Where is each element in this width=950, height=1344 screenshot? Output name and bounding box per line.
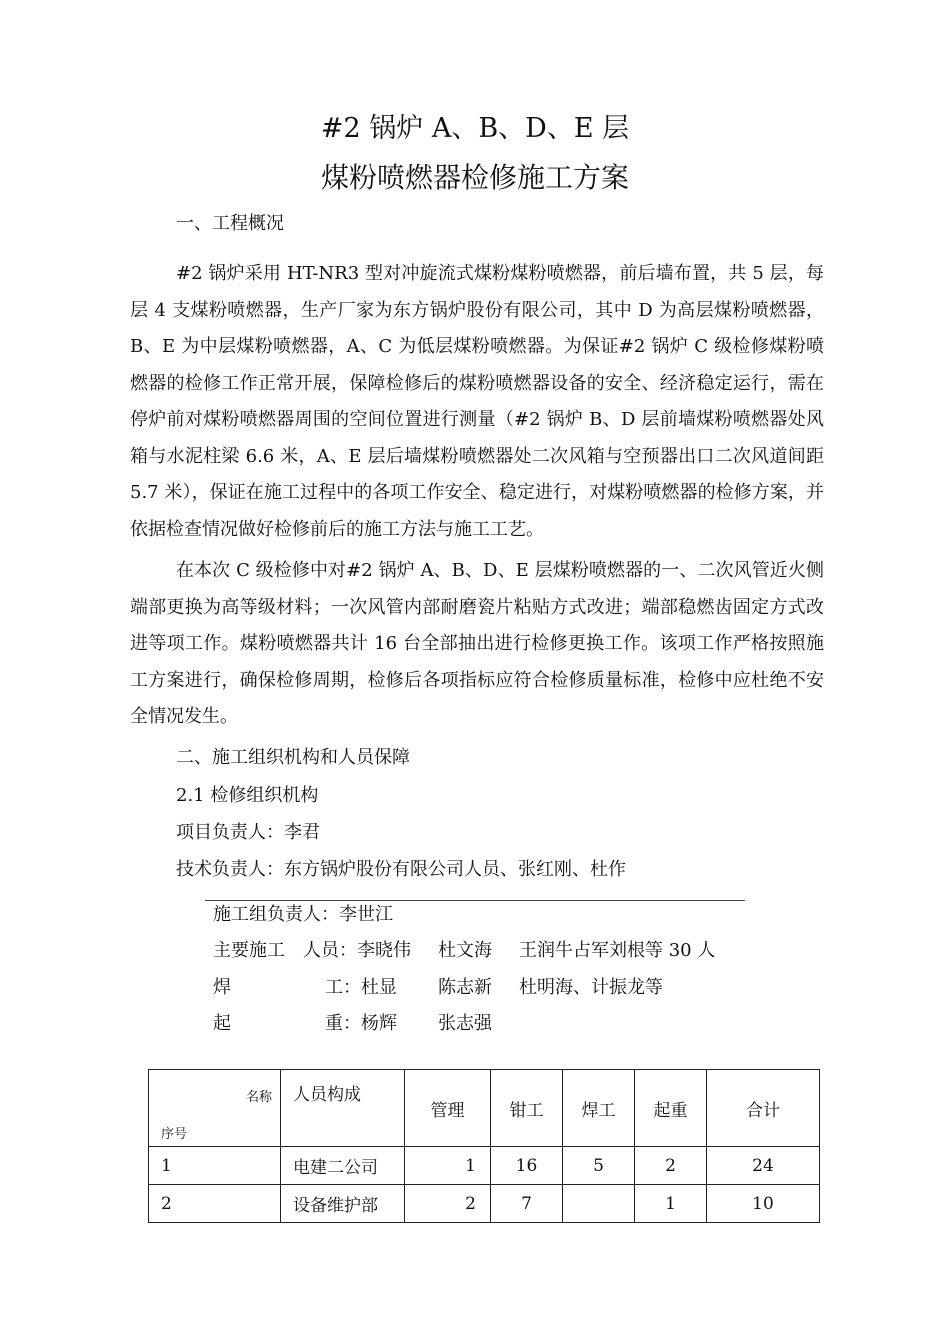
paragraph-overview: #2 锅炉采用 HT-NR3 型对冲旋流式煤粉煤粉喷燃器，前后墙布置，共 5 层，每层 4 支煤粉喷燃器，生产厂家为东方锅炉股份有限公司，其中 D 为高层煤粉喷燃器，B、E 为中层煤粉喷燃器，A、C 为低层煤粉喷燃器。为保证#2 锅炉 C 级检修煤粉喷燃器的检修工作正常开展，保障检修后的煤粉喷燃器设备的安全、经济稳定运行，需在停炉前对煤粉喷燃器周围的空间位置进行测量（#2 锅炉 B、D 层前墙煤粉喷燃器处风箱与水泥柱梁 6.6 米，A、E 层后墙煤粉喷燃器处二次风箱与空预器出口二次风道间距 5.7 米），保证在施工过程中的各项工作安全、稳定进行，对煤粉喷燃器的检修方案，并依据检查情况做好检修前后的施工方法与施工工艺。 bbox=[130, 263, 824, 540]
rigger-person: 张志强 bbox=[438, 1013, 492, 1034]
document-title-line1: #2 锅炉 A、B、D、E 层 bbox=[320, 113, 630, 144]
header-management: 管理 bbox=[405, 1070, 491, 1147]
cell-welder bbox=[563, 1185, 635, 1223]
cell-unit: 设备维护部 bbox=[281, 1185, 405, 1223]
subsection-heading-organization: 2.1 检修组织机构 bbox=[176, 785, 319, 806]
cell-management: 1 bbox=[405, 1147, 491, 1185]
technical-lead: 技术负责人：东方锅炉股份有限公司人员、张红刚、杜作 bbox=[176, 859, 626, 880]
cell-fitter: 16 bbox=[491, 1147, 563, 1185]
cell-total: 10 bbox=[707, 1185, 820, 1223]
table-row bbox=[149, 1185, 820, 1223]
header-fitter: 钳工 bbox=[491, 1070, 563, 1147]
rigger-label: 重：杨辉 bbox=[325, 1013, 397, 1034]
staffing-table bbox=[148, 1069, 820, 1223]
cell-rigger: 2 bbox=[635, 1147, 707, 1185]
main-staff-person: 杜文海 bbox=[438, 940, 492, 961]
section-heading-organization: 二、施工组织机构和人员保障 bbox=[176, 747, 410, 768]
cell-unit: 电建二公司 bbox=[281, 1147, 405, 1185]
cell-seq: 2 bbox=[149, 1185, 281, 1223]
main-staff-others: 王润牛占军刘根等 30 人 bbox=[519, 940, 716, 961]
cell-seq: 1 bbox=[149, 1147, 281, 1185]
diag-header-seq: 序号 bbox=[161, 1127, 188, 1142]
header-rigger: 起重 bbox=[635, 1070, 707, 1147]
header-total: 合计 bbox=[707, 1070, 820, 1147]
rigger-label-char: 起 bbox=[213, 1013, 231, 1034]
welder-label: 工：杜显 bbox=[325, 977, 397, 998]
table-header-row bbox=[149, 1070, 820, 1147]
header-composition: 人员构成 bbox=[281, 1070, 405, 1147]
cell-welder: 5 bbox=[563, 1147, 635, 1185]
group-lead: 施工组负责人：李世江 bbox=[213, 904, 393, 925]
document-title-line2: 煤粉喷燃器检修施工方案 bbox=[320, 161, 629, 194]
welder-label-char: 焊 bbox=[213, 977, 231, 998]
diag-header-name: 名称 bbox=[245, 1090, 272, 1105]
cell-total: 24 bbox=[707, 1147, 820, 1185]
section-heading-overview: 一、工程概况 bbox=[176, 213, 284, 234]
paragraph-scope: 在本次 C 级检修中对#2 锅炉 A、B、D、E 层煤粉喷燃器的一、二次风管近火侧端部更换为高等级材料；一次风管内部耐磨瓷片粘贴方式改进；端部稳燃齿固定方式改进等项工作。煤粉喷燃器共计 16 台全部抽出进行检修更换工作。该项工作严格按照施工方案进行，确保检修周期，检修后各项指标应符合检修质量标准，检修中应杜绝不安全情况发生。 bbox=[130, 560, 824, 727]
cell-fitter: 7 bbox=[491, 1185, 563, 1223]
cell-rigger: 1 bbox=[635, 1185, 707, 1223]
header-welder: 焊工 bbox=[563, 1070, 635, 1147]
table-row bbox=[149, 1147, 820, 1185]
cell-management: 2 bbox=[405, 1185, 491, 1223]
diagonal-header-cell bbox=[149, 1070, 281, 1147]
welder-others: 杜明海、计振龙等 bbox=[519, 977, 663, 998]
project-lead: 项目负责人：李君 bbox=[176, 822, 320, 843]
welder-person: 陈志新 bbox=[438, 977, 492, 998]
header-rule bbox=[205, 900, 745, 901]
main-staff-label: 主要施工 人员：李晓伟 bbox=[213, 940, 411, 961]
